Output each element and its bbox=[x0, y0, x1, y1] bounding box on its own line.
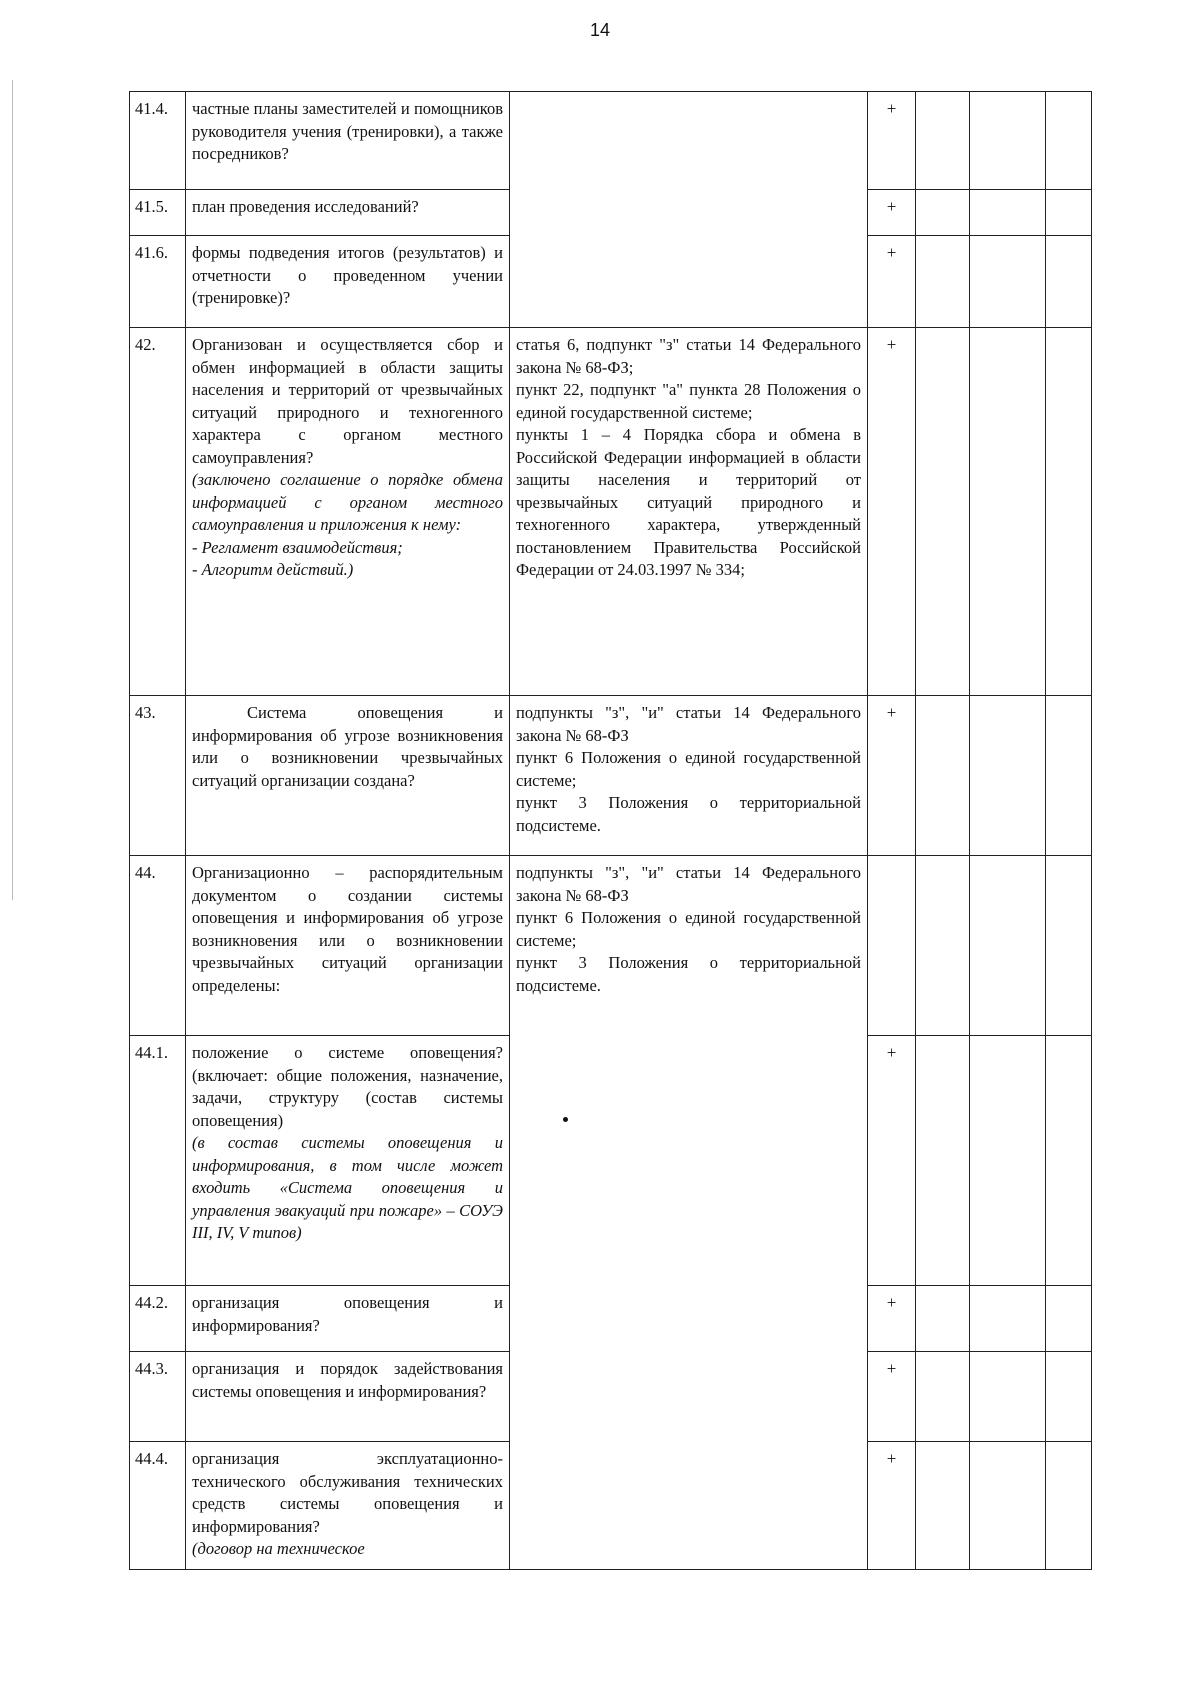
question-cell bbox=[186, 328, 510, 696]
empty-cell bbox=[970, 1352, 1046, 1442]
row-number: 41.5. bbox=[130, 190, 186, 236]
row-number: 44. bbox=[130, 856, 186, 1036]
question-note: (договор на техническое bbox=[192, 1539, 365, 1558]
empty-cell bbox=[970, 1442, 1046, 1570]
empty-cell bbox=[970, 1036, 1046, 1286]
empty-cell bbox=[916, 1442, 970, 1570]
plus-mark: + bbox=[886, 197, 897, 216]
law-cell bbox=[510, 92, 868, 328]
mark-cell bbox=[868, 1036, 916, 1286]
row-number: 41.6. bbox=[130, 236, 186, 328]
empty-cell bbox=[1046, 1036, 1092, 1286]
question-cell bbox=[186, 1442, 510, 1570]
table-row bbox=[130, 92, 1092, 190]
plus-mark: + bbox=[886, 1043, 897, 1062]
plus-mark: + bbox=[886, 703, 897, 722]
question-note: (заключено соглашение о порядке обмена информацией с органом местного самоуправления и приложения к нему: bbox=[192, 470, 503, 534]
law-reference: пункт 3 Положения о территориальной подсистеме. bbox=[516, 953, 861, 995]
question-cell bbox=[186, 92, 510, 190]
question-cell bbox=[186, 696, 510, 856]
empty-cell bbox=[916, 92, 970, 190]
question-cell bbox=[186, 236, 510, 328]
law-reference: пункт 3 Положения о территориальной подсистеме. bbox=[516, 793, 861, 835]
empty-cell bbox=[916, 190, 970, 236]
mark-cell bbox=[868, 1286, 916, 1352]
law-cell bbox=[510, 696, 868, 856]
table-row bbox=[130, 328, 1092, 696]
empty-cell bbox=[1046, 92, 1092, 190]
empty-cell bbox=[970, 1286, 1046, 1352]
row-number: 42. bbox=[130, 328, 186, 696]
scan-speck bbox=[563, 1117, 568, 1122]
question-text: Организационно – распорядительным документом о создании системы оповещения и информирования об угрозе возникновения или о возникновении чрезвычайных ситуаций организации определены: bbox=[192, 863, 503, 995]
page-number: 14 bbox=[589, 20, 611, 40]
empty-cell bbox=[1046, 1442, 1092, 1570]
law-reference: статья 6, подпункт "з" статьи 14 Федерального закона № 68-ФЗ; bbox=[516, 335, 861, 377]
empty-cell bbox=[916, 1036, 970, 1286]
law-reference: подпункты "з", "и" статьи 14 Федерального закона № 68-ФЗ bbox=[516, 703, 861, 745]
empty-cell bbox=[970, 190, 1046, 236]
plus-mark: + bbox=[886, 1449, 897, 1468]
empty-cell bbox=[1046, 1352, 1092, 1442]
empty-cell bbox=[970, 856, 1046, 1036]
question-text: Система оповещения и информирования об угрозе возникновения или о возникновении чрезвычайных ситуаций организации создана? bbox=[192, 703, 503, 790]
mark-cell bbox=[868, 236, 916, 328]
note-item: - Регламент взаимодействия; bbox=[192, 537, 403, 557]
empty-cell bbox=[1046, 856, 1092, 1036]
law-reference: пункты 1 – 4 Порядка сбора и обмена в Российской Федерации информацией в области защиты населения и территорий от чрезвычайных ситуаций природного и техногенного характера, утвержденный постановлением Правительства Российской Федерации от 24.03.1997 № 334; bbox=[516, 425, 861, 579]
empty-cell bbox=[1046, 190, 1092, 236]
empty-cell bbox=[916, 1352, 970, 1442]
row-number: 44.3. bbox=[130, 1352, 186, 1442]
empty-cell bbox=[1046, 236, 1092, 328]
question-cell bbox=[186, 1352, 510, 1442]
empty-cell bbox=[916, 328, 970, 696]
empty-cell bbox=[970, 328, 1046, 696]
empty-cell bbox=[1046, 1286, 1092, 1352]
empty-cell bbox=[1046, 328, 1092, 696]
empty-cell bbox=[916, 856, 970, 1036]
note-item: - Алгоритм действий.) bbox=[192, 560, 354, 579]
row-number: 41.4. bbox=[130, 92, 186, 190]
question-text: организация эксплуатационно-технического обслуживания технических средств системы оповещения и информирования? bbox=[192, 1449, 503, 1536]
plus-mark: + bbox=[886, 1359, 897, 1378]
scan-margin-line bbox=[12, 80, 13, 900]
table-row bbox=[130, 696, 1092, 856]
row-number: 44.2. bbox=[130, 1286, 186, 1352]
empty-cell bbox=[1046, 696, 1092, 856]
empty-cell bbox=[970, 236, 1046, 328]
empty-cell bbox=[970, 696, 1046, 856]
mark-cell bbox=[868, 328, 916, 696]
mark-cell bbox=[868, 696, 916, 856]
question-text: Организован и осуществляется сбор и обмен информацией в области защиты населения и территорий от чрезвычайных ситуаций природного и техногенного характера с органом местного самоуправления? bbox=[192, 335, 503, 467]
empty-cell bbox=[916, 696, 970, 856]
question-cell bbox=[186, 1286, 510, 1352]
law-reference: пункт 6 Положения о единой государственной системе; bbox=[516, 908, 861, 950]
mark-cell bbox=[868, 1352, 916, 1442]
question-text: организация и порядок задействования системы оповещения и информирования? bbox=[192, 1359, 503, 1401]
empty-cell bbox=[970, 92, 1046, 190]
plus-mark: + bbox=[886, 335, 897, 354]
question-text: план проведения исследований? bbox=[192, 197, 419, 216]
question-cell bbox=[186, 856, 510, 1036]
mark-cell bbox=[868, 1442, 916, 1570]
checklist-table bbox=[129, 91, 1092, 1570]
law-cell bbox=[510, 328, 868, 696]
mark-cell bbox=[868, 856, 916, 1036]
table-row bbox=[130, 856, 1092, 1036]
row-number: 43. bbox=[130, 696, 186, 856]
row-number: 44.4. bbox=[130, 1442, 186, 1570]
question-text: организация оповещения и информирования? bbox=[192, 1293, 503, 1335]
empty-cell bbox=[916, 236, 970, 328]
question-text: положение о системе оповещения? (включает: общие положения, назначение, задачи, структуру (состав системы оповещения) bbox=[192, 1043, 503, 1130]
plus-mark: + bbox=[886, 99, 897, 118]
empty-cell bbox=[916, 1286, 970, 1352]
question-text: частные планы заместителей и помощников руководителя учения (тренировки), а также посредников? bbox=[192, 99, 503, 163]
law-reference: пункт 6 Положения о единой государственной системе; bbox=[516, 748, 861, 790]
question-cell bbox=[186, 1036, 510, 1286]
plus-mark: + bbox=[886, 243, 897, 262]
question-cell bbox=[186, 190, 510, 236]
question-note: (в состав системы оповещения и информирования, в том числе может входить «Система оповещения и управления эвакуаций при пожаре» – СОУЭ III, IV, V типов) bbox=[192, 1133, 503, 1242]
mark-cell bbox=[868, 190, 916, 236]
law-cell bbox=[510, 856, 868, 1570]
plus-mark: + bbox=[886, 1293, 897, 1312]
question-text: формы подведения итогов (результатов) и отчетности о проведенном учении (тренировке)? bbox=[192, 243, 503, 307]
row-number: 44.1. bbox=[130, 1036, 186, 1286]
law-reference: пункт 22, подпункт "а" пункта 28 Положения о единой государственной системе; bbox=[516, 380, 861, 422]
law-reference: подпункты "з", "и" статьи 14 Федерального закона № 68-ФЗ bbox=[516, 863, 861, 905]
mark-cell bbox=[868, 92, 916, 190]
